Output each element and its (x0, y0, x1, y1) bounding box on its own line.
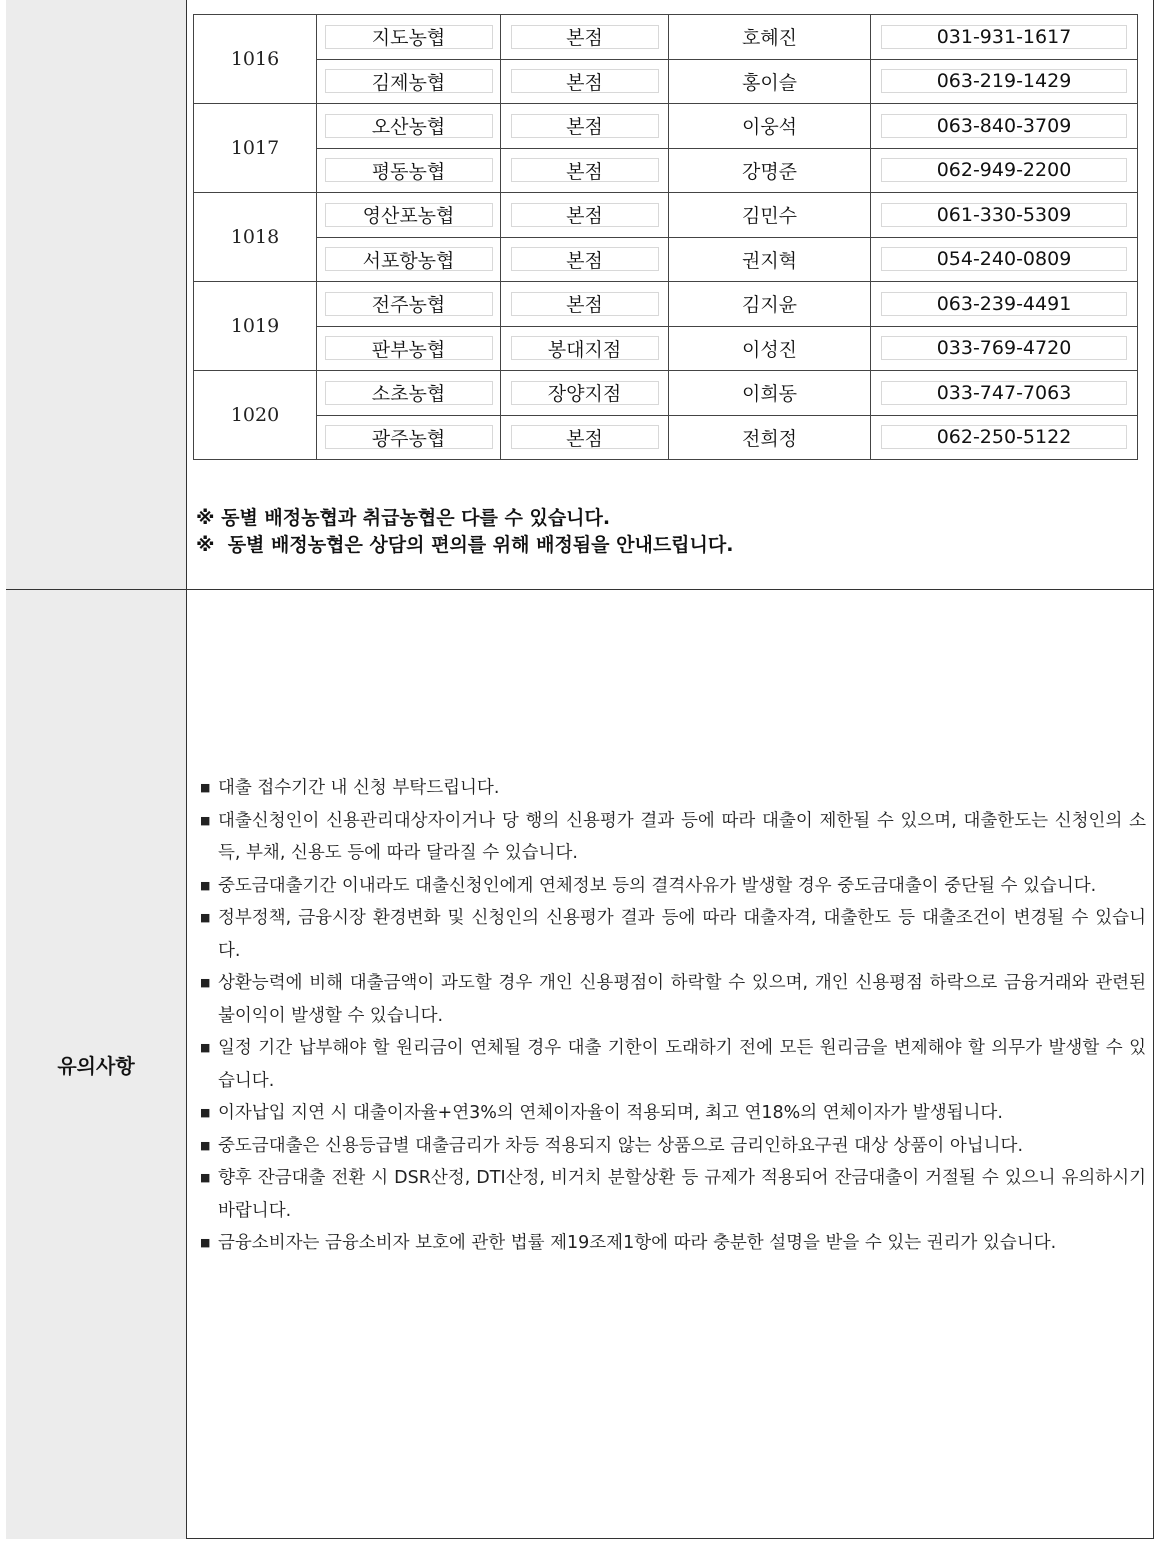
person-text: 홍이슬 (741, 71, 798, 94)
cell-person (669, 282, 871, 327)
cell-branch (501, 371, 669, 416)
caution-text: 대출 접수기간 내 신청 부탁드립니다. (218, 778, 500, 798)
list-item (200, 1162, 1146, 1227)
cell-person (669, 104, 871, 149)
cautions-list (200, 772, 1146, 1260)
cell-name (317, 371, 501, 416)
name-text: 판부농협 (325, 336, 493, 360)
list-item (200, 1097, 1146, 1130)
branch-text: 봉대지점 (511, 336, 659, 360)
notes-block (196, 505, 733, 559)
table-row (194, 193, 1138, 238)
cell-name (317, 282, 501, 327)
caution-text: 중도금대출기간 이내라도 대출신청인에게 연체정보 등의 결격사유가 발생할 경우 중도금대출이 중단될 수 있습니다. (218, 875, 1097, 896)
cell-phone (871, 148, 1138, 193)
phone-text: 063-840-3709 (881, 114, 1127, 138)
caution-text: 정부정책, 금융시장 환경변화 및 신청인의 신용평가 결과 등에 따라 대출자격, 대출한도 등 대출조건이 변경될 수 있습니다. (218, 908, 1146, 961)
cell-branch (501, 237, 669, 282)
cell-phone (871, 326, 1138, 371)
cell-person (669, 193, 871, 238)
person-text: 강명준 (741, 160, 798, 183)
cautions-label: 유의사항 (57, 1054, 135, 1078)
cell-name (317, 59, 501, 104)
branch-text: 본점 (511, 247, 659, 271)
caution-text: 일정 기간 납부해야 할 원리금이 연체될 경우 대출 기한이 도래하기 전에 모든 원리금을 변제해야 할 의무가 발생할 수 있습니다. (218, 1038, 1146, 1091)
list-item (200, 1032, 1146, 1097)
table-row (194, 415, 1138, 460)
name-text: 영산포농협 (325, 203, 493, 227)
cell-branch (501, 193, 669, 238)
name-text: 오산농협 (325, 114, 493, 138)
section-label-cell-empty (6, 0, 187, 590)
branch-text: 본점 (511, 425, 659, 449)
cell-person (669, 415, 871, 460)
phone-text: 054-240-0809 (881, 247, 1127, 271)
cell-branch (501, 104, 669, 149)
table-row (194, 15, 1138, 60)
bullet-icon: ■ (200, 781, 211, 794)
bullet-icon: ■ (200, 1106, 211, 1119)
cell-name (317, 148, 501, 193)
list-item (200, 1227, 1146, 1260)
branch-text: 본점 (511, 114, 659, 138)
cell-branch (501, 15, 669, 60)
cell-name (317, 415, 501, 460)
phone-text: 062-949-2200 (881, 158, 1127, 182)
cell-branch (501, 59, 669, 104)
cell-branch (501, 326, 669, 371)
cell-name (317, 15, 501, 60)
caution-text: 이자납입 지연 시 대출이자율+연3%의 연체이자율이 적용되며, 최고 연18%의 연체이자가 발생됩니다. (218, 1103, 1003, 1123)
table-row (194, 104, 1138, 149)
cell-name (317, 193, 501, 238)
name-text: 지도농협 (325, 25, 493, 49)
cell-phone (871, 237, 1138, 282)
person-text: 김민수 (741, 205, 798, 228)
name-text: 광주농협 (325, 425, 493, 449)
cell-name (317, 326, 501, 371)
person-text: 전희정 (741, 427, 798, 450)
branch-text: 본점 (511, 158, 659, 182)
table-row (194, 148, 1138, 193)
branch-text: 본점 (511, 69, 659, 93)
bullet-icon: ■ (200, 878, 211, 892)
person-text: 호혜진 (741, 27, 798, 50)
phone-text: 063-219-1429 (881, 69, 1127, 93)
bullet-icon: ■ (200, 1138, 211, 1152)
cell-name (317, 237, 501, 282)
name-text: 소초농협 (325, 381, 493, 405)
table-row (194, 237, 1138, 282)
branch-table (193, 14, 1138, 460)
note-line: ※ 동별 배정농협과 취급농협은 다를 수 있습니다. (196, 507, 611, 529)
group-code: 1019 (194, 282, 317, 371)
list-item (200, 902, 1146, 967)
cell-phone (871, 15, 1138, 60)
branch-text: 본점 (511, 292, 659, 316)
group-code: 1016 (194, 15, 317, 104)
cell-branch (501, 282, 669, 327)
caution-text: 중도금대출은 신용등급별 대출금리가 차등 적용되지 않는 상품으로 금리인하요구권 대상 상품이 아닙니다. (218, 1135, 1024, 1156)
list-item (200, 967, 1146, 1032)
bullet-icon: ■ (200, 813, 211, 827)
bullet-icon: ■ (200, 911, 211, 924)
branch-text: 장양지점 (511, 381, 659, 405)
name-text: 평동농협 (325, 158, 493, 182)
person-text: 이희동 (741, 383, 798, 406)
phone-text: 062-250-5122 (881, 425, 1127, 449)
list-item (200, 772, 1146, 805)
cell-phone (871, 371, 1138, 416)
cell-person (669, 237, 871, 282)
cell-branch (501, 415, 669, 460)
caution-text: 상환능력에 비해 대출금액이 과도할 경우 개인 신용평점이 하락할 수 있으며, 개인 신용평점 하락으로 금융거래와 관련된 불이익이 발생할 수 있습니다. (218, 973, 1146, 1026)
section-divider (6, 589, 1154, 590)
table-row (194, 326, 1138, 371)
caution-text: 금융소비자는 금융소비자 보호에 관한 법률 제19조제1항에 따라 충분한 설명을 받을 수 있는 권리가 있습니다. (218, 1233, 1057, 1253)
phone-text: 031-931-1617 (881, 25, 1127, 49)
bullet-icon: ■ (200, 1171, 211, 1184)
person-text: 김지윤 (741, 294, 798, 317)
person-text: 권지혁 (741, 249, 798, 272)
name-text: 김제농협 (325, 69, 493, 93)
group-code: 1017 (194, 104, 317, 193)
phone-text: 033-747-7063 (881, 381, 1127, 405)
person-text: 이웅석 (741, 116, 798, 139)
caution-text: 향후 잔금대출 전환 시 DSR산정, DTI산정, 비거치 분할상환 등 규제가 적용되어 잔금대출이 거절될 수 있으니 유의하시기 바랍니다. (218, 1168, 1146, 1221)
cell-phone (871, 193, 1138, 238)
cell-person (669, 148, 871, 193)
name-text: 전주농협 (325, 292, 493, 316)
note-line: ※ 동별 배정농협은 상담의 편의를 위해 배정됨을 안내드립니다. (196, 534, 734, 556)
branch-text: 본점 (511, 25, 659, 49)
list-item (200, 805, 1146, 870)
cell-phone (871, 415, 1138, 460)
cell-phone (871, 104, 1138, 149)
name-text: 서포항농협 (325, 247, 493, 271)
branch-text: 본점 (511, 203, 659, 227)
phone-text: 063-239-4491 (881, 292, 1127, 316)
section-label-cell (6, 590, 187, 1539)
cell-person (669, 326, 871, 371)
table-row (194, 371, 1138, 416)
cell-phone (871, 59, 1138, 104)
group-code: 1018 (194, 193, 317, 282)
bullet-icon: ■ (200, 1041, 211, 1054)
bullet-icon: ■ (200, 1236, 211, 1249)
cell-person (669, 371, 871, 416)
cell-branch (501, 148, 669, 193)
table-row (194, 59, 1138, 104)
person-text: 이성진 (741, 338, 798, 361)
cell-phone (871, 282, 1138, 327)
cell-name (317, 104, 501, 149)
bullet-icon: ■ (200, 976, 211, 989)
list-item (200, 1130, 1146, 1163)
group-code: 1020 (194, 371, 317, 460)
phone-text: 033-769-4720 (881, 336, 1127, 360)
cell-person (669, 15, 871, 60)
phone-text: 061-330-5309 (881, 203, 1127, 227)
table-row (194, 282, 1138, 327)
list-item (200, 870, 1146, 903)
caution-text: 대출신청인이 신용관리대상자이거나 당 행의 신용평가 결과 등에 따라 대출이 제한될 수 있으며, 대출한도는 신청인의 소득, 부채, 신용도 등에 따라 달라질 수 있습니다. (218, 810, 1146, 863)
cell-person (669, 59, 871, 104)
